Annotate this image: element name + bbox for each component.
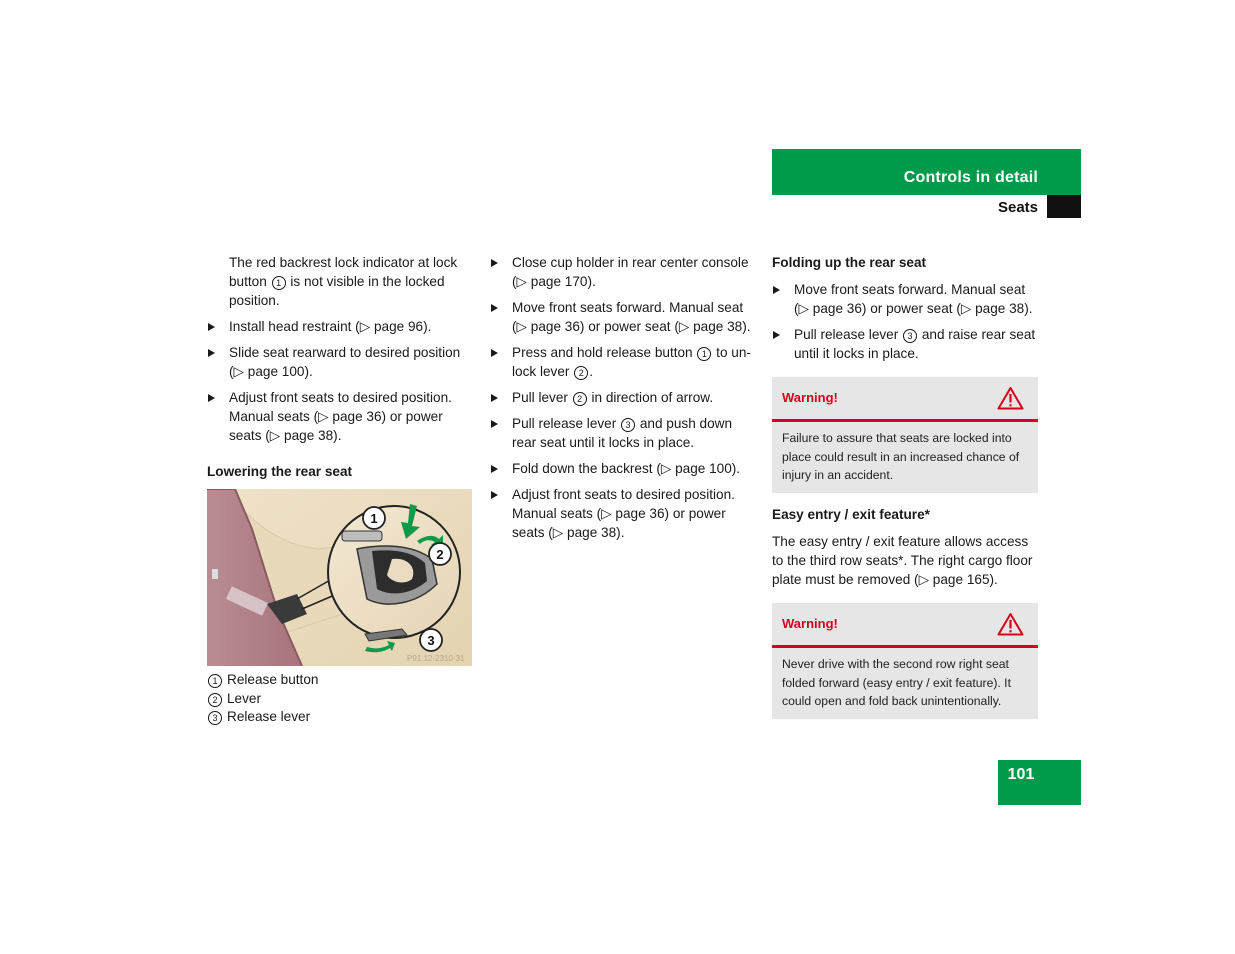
legend-label: Release button <box>227 672 319 687</box>
bullet-triangle-icon <box>491 259 498 267</box>
warning-box-2 <box>772 603 1038 719</box>
easy-entry-section <box>772 505 1040 596</box>
page-number: 101 <box>1007 766 1035 783</box>
list-item <box>490 343 758 381</box>
bullet-text: in direction of arrow. <box>587 390 714 405</box>
subsection-title: Seats <box>997 199 1038 216</box>
rear-seat-illustration <box>207 489 472 666</box>
callout-3-icon: 3 <box>208 711 222 725</box>
bullet-triangle-icon <box>773 286 780 294</box>
column-3 <box>772 253 1040 370</box>
easy-entry-heading: Easy entry / exit feature* <box>772 507 930 522</box>
list-item <box>772 325 1040 363</box>
list-item <box>490 388 758 407</box>
bullet-text: Adjust front seats to desired position. Manual seats (▷ page 36) or power seats (▷ page 38). <box>229 390 452 443</box>
warning-header <box>772 377 1038 422</box>
bullet-text: Close cup holder in rear center console (▷ page 170). <box>512 255 749 289</box>
list-item <box>772 280 1040 318</box>
illustration-callout-3: 3 <box>427 633 435 648</box>
column-1 <box>207 253 475 489</box>
callout-2-icon: 2 <box>574 366 588 380</box>
legend-item <box>207 671 475 690</box>
legend-label: Release lever <box>227 709 311 724</box>
callout-1-icon: 1 <box>272 276 286 290</box>
subsection-marker <box>1047 195 1081 218</box>
intro-text-end: is not visible in the locked position. <box>229 274 445 308</box>
legend-item <box>207 690 475 709</box>
bullet-text: and raise rear seat until it locks in place. <box>794 327 1036 361</box>
bullet-triangle-icon <box>208 323 215 331</box>
list-item <box>490 414 758 452</box>
callout-2-icon: 2 <box>573 392 587 406</box>
callout-3-icon: 3 <box>903 329 917 343</box>
page-number-box <box>998 760 1081 805</box>
bullet-text: Pull release lever <box>512 416 621 431</box>
bullet-text: to un-lock lever <box>512 345 751 379</box>
list-item <box>490 459 758 478</box>
bullet-triangle-icon <box>491 349 498 357</box>
list-item <box>490 253 758 291</box>
column-2 <box>490 253 758 549</box>
list-item <box>207 317 475 336</box>
bullet-text: Install head restraint (▷ page 96). <box>229 319 432 334</box>
bullet-text: Press and hold release button <box>512 345 697 360</box>
list-item <box>207 343 475 381</box>
lowering-heading: Lowering the rear seat <box>207 464 353 479</box>
bullet-text: Slide seat rearward to desired position (▷ page 100). <box>229 345 461 379</box>
bullet-text: Move front seats forward. Manual seat (▷ page 36) or power seat (▷ page 38). <box>794 282 1033 316</box>
bullet-triangle-icon <box>491 420 498 428</box>
bullet-text: Pull lever <box>512 390 572 405</box>
bullet-triangle-icon <box>773 331 780 339</box>
warning-triangle-icon <box>997 612 1024 636</box>
warning-title: Warning! <box>782 616 838 631</box>
list-item <box>207 388 475 445</box>
bullet-text: Adjust front seats to desired position. Manual seats (▷ page 36) or power seats (▷ page 38). <box>512 487 735 540</box>
list-item <box>490 298 758 336</box>
bullet-triangle-icon <box>491 394 498 402</box>
bullet-text: and push down rear seat until it locks in place. <box>512 416 733 450</box>
intro-paragraph <box>207 253 475 310</box>
callout-2-icon: 2 <box>208 693 222 707</box>
bullet-text: Fold down the backrest (▷ page 100). <box>512 461 741 476</box>
warning-triangle-icon <box>997 386 1024 410</box>
warning-text: Never drive with the second row right seat folded forward (easy entry / exit feature). It could open and fold back unintentionally. <box>782 657 1011 709</box>
illustration-callout-2: 2 <box>436 547 444 562</box>
bullet-triangle-icon <box>491 465 498 473</box>
callout-1-icon: 1 <box>208 674 222 688</box>
bullet-triangle-icon <box>208 349 215 357</box>
section-title: Controls in detail <box>903 169 1038 186</box>
bullet-triangle-icon <box>491 491 498 499</box>
bullet-text: . <box>589 364 593 379</box>
image-code: P91.12-2310-31 <box>407 654 465 663</box>
section-header-bar <box>772 149 1081 195</box>
bullet-triangle-icon <box>491 304 498 312</box>
folding-heading: Folding up the rear seat <box>772 255 927 270</box>
list-item <box>490 485 758 542</box>
easy-entry-paragraph: The easy entry / exit feature allows access to the third row seats*. The right cargo floor plate must be removed (▷ page 165). <box>772 534 1033 587</box>
bullet-text: Move front seats forward. Manual seat (▷ page 36) or power seat (▷ page 38). <box>512 300 751 334</box>
warning-text: Failure to assure that seats are locked into place could result in an increased chance of injury in an accident. <box>782 431 1020 483</box>
warning-title: Warning! <box>782 390 838 405</box>
illustration-callout-1: 1 <box>370 511 378 526</box>
illustration-legend <box>207 671 475 727</box>
warning-header <box>772 603 1038 648</box>
bullet-text: Pull release lever <box>794 327 903 342</box>
callout-1-icon: 1 <box>697 347 711 361</box>
legend-item <box>207 708 475 727</box>
seat-lever-drawing <box>207 489 472 666</box>
intro-text: The red backrest lock indicator at lock button <box>229 255 458 289</box>
legend-label: Lever <box>227 690 262 706</box>
callout-3-icon: 3 <box>621 418 635 432</box>
warning-box-1 <box>772 377 1038 493</box>
bullet-triangle-icon <box>208 394 215 402</box>
